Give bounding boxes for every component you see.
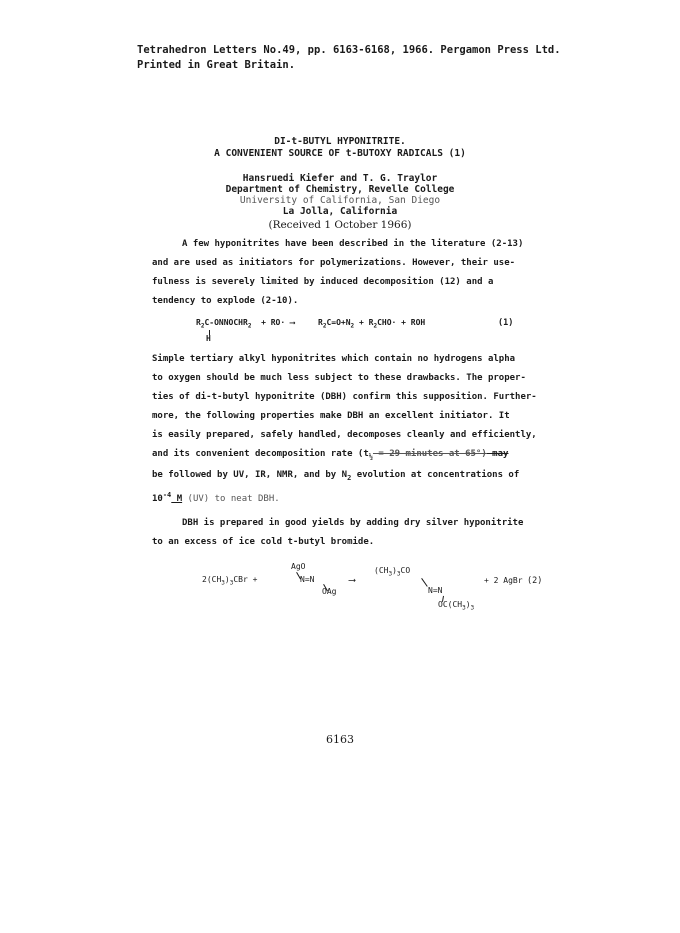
author-department: Department of Chemistry, Revelle College <box>225 184 455 195</box>
equation-1-lhs: $R_2C-ONNOCHR_2 + RO\cdot$ ⟶ <box>196 318 295 330</box>
body-line: is easily prepared, safely handled, decomposes cleanly and efficiently, <box>152 430 537 440</box>
reaction-arrow: ⟶ <box>290 318 295 327</box>
author-university: University of California, San Diego <box>239 195 441 206</box>
body-line: more, the following properties make DBH an excellent initiator. It <box>152 411 510 421</box>
equation-2-lhs: $2(CH_3)_3CBr$ + <box>202 575 258 587</box>
body-line: DBH is prepared in good yields by adding dry silver hyponitrite <box>182 518 524 528</box>
equation-2-ago: AgO <box>291 562 306 571</box>
printed-in: Printed in Great Britain. <box>137 59 296 71</box>
page-number: 6163 <box>326 733 354 746</box>
equation-2-product-nn: N=N <box>428 586 443 595</box>
body-line: A few hyponitrites have been described in the literature (2-13) <box>182 239 524 249</box>
body-line-concentration: $10^{-4}$ M (UV) to neat DBH. <box>152 491 280 504</box>
body-line: tendency to explode (2-10). <box>152 296 299 306</box>
equation-1-rhs: $R_2C=O+N_2 + R_2CHO\cdot$ + ROH <box>318 318 426 330</box>
equation-1-number: (1) <box>498 318 514 328</box>
article-title-line2: A CONVENIENT SOURCE OF t-BUTOXY RADICALS (1) <box>214 148 466 159</box>
equation-1-hydrogen: H <box>206 334 211 343</box>
received-date: (Received 1 October 1966) <box>268 219 412 231</box>
author-city: La Jolla, California <box>282 206 398 217</box>
equation-2-agbr: + 2 AgBr <box>484 576 523 585</box>
article-title-line1: DI-t-BUTYL HYPONITRITE. <box>274 136 406 147</box>
body-line: and are used as initiators for polymerizations. However, their use- <box>152 258 516 268</box>
equation-2-nn: N=N <box>300 575 315 584</box>
body-line: Simple tertiary alkyl hyponitrites which contain no hydrogens alpha <box>152 354 516 364</box>
body-line: ties of di-t-butyl hyponitrite (DBH) confirm this supposition. Further- <box>152 392 537 402</box>
body-line-rate: and its convenient decomposition rate ($t_{\frac{1}{2}} = 29$ minutes at 65°) may <box>152 449 509 461</box>
body-line: fulness is severely limited by induced decomposition (12) and a <box>152 277 494 287</box>
equation-2-arrow: ⟶ <box>349 575 356 586</box>
equation-2-oag: OAg <box>322 587 337 596</box>
body-line: to an excess of ice cold t-butyl bromide. <box>152 537 375 547</box>
body-line-detection: be followed by UV, IR, NMR, and by $N_2$ evolution at concentrations of <box>152 470 520 482</box>
equation-2-product-bottom: $OC(CH_3)_3$ <box>438 600 475 612</box>
journal-citation: Tetrahedron Letters No.49, pp. 6163-6168, 1966. Pergamon Press Ltd. <box>137 44 561 56</box>
equation-2-bond <box>421 578 428 587</box>
author-names: Hansruedi Kiefer and T. G. Traylor <box>242 173 438 184</box>
body-line: to oxygen should be much less subject to these drawbacks. The proper- <box>152 373 526 383</box>
equation-2-product-top: $(CH_3)_3CO$ <box>374 566 411 578</box>
equation-2-number: (2) <box>527 576 543 586</box>
